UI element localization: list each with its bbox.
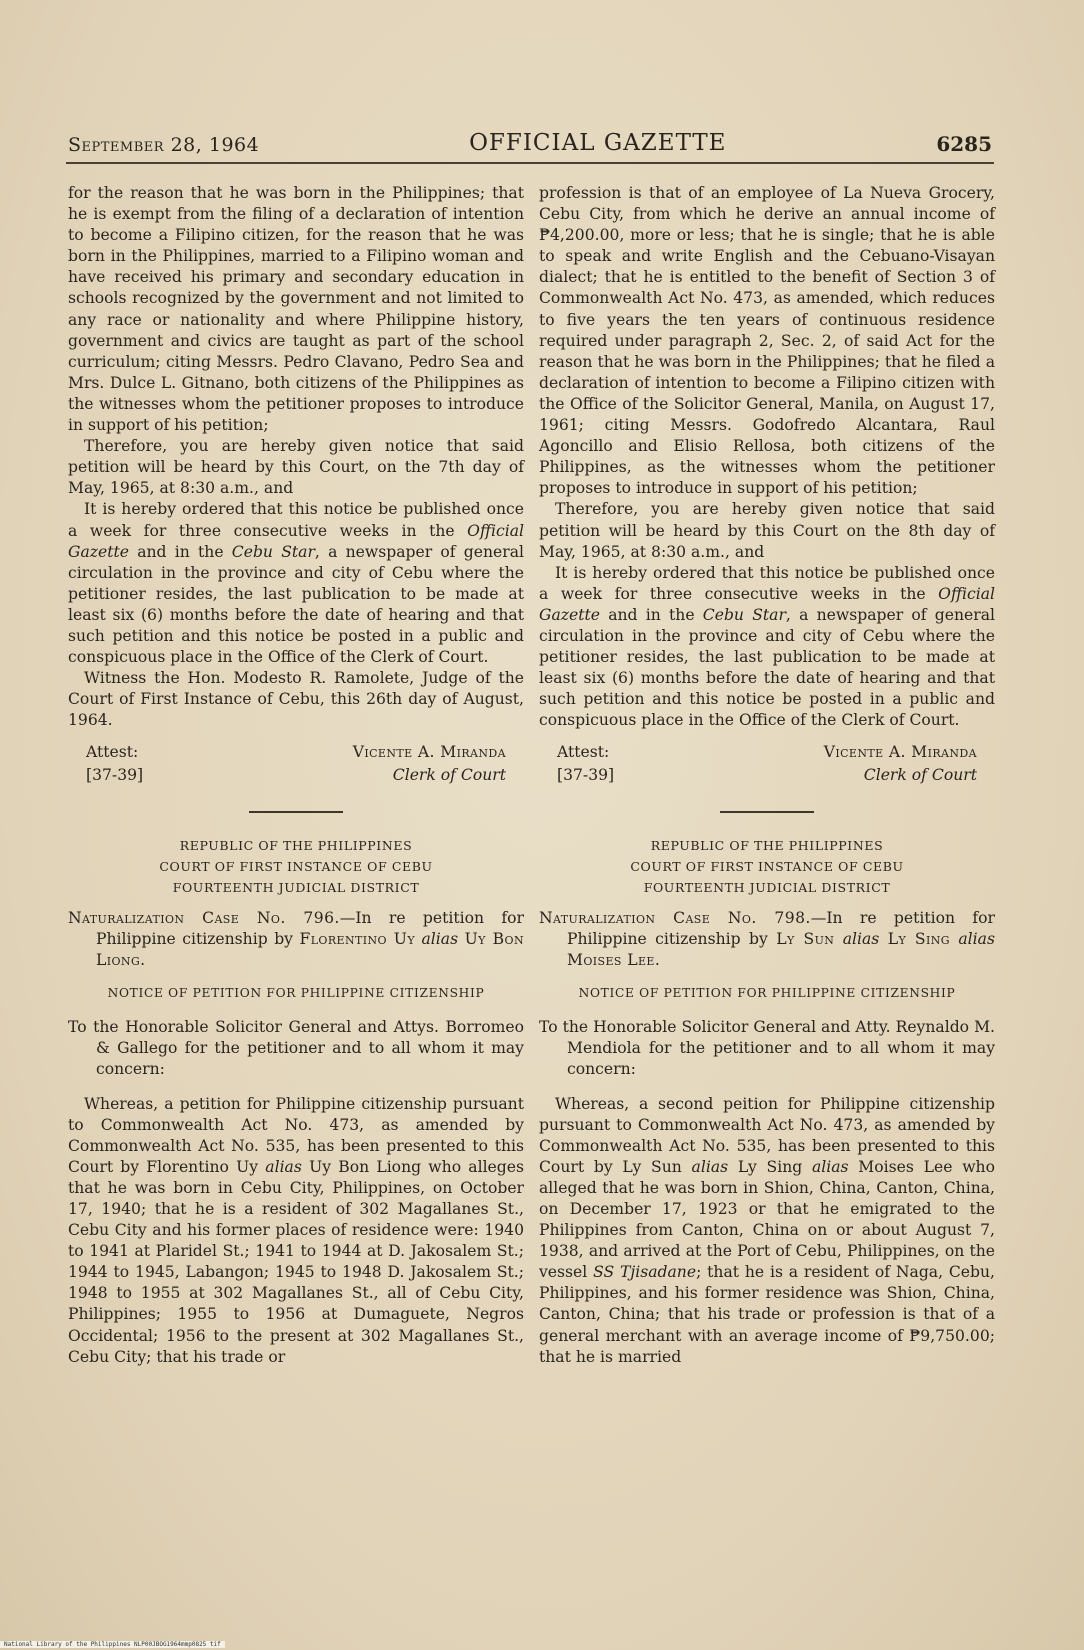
- left-paragraph-2: Therefore, you are hereby given notice that said petition will be heard by this Court, on the 7th day of May, 1965, at 8:30 a.m., and: [68, 437, 524, 498]
- left-paragraph-3: It is hereby ordered that this notice be published once a week for three consecutive weeks in the Official Gazette and in the Cebu Star, a newspaper of general circulation in the province and city of Cebu where the petitioner resides, the last publication to be made at least six (6) months before the date of hearing and that such petition and this notice be posted in a public and conspicuous place in the Office of the Clerk of Court.: [68, 500, 525, 667]
- left-section-divider: [249, 811, 343, 813]
- right-gazette-name: Official Gazette: [539, 584, 995, 624]
- left-addressee: To the Honorable Solicitor General and Attys. Borromeo & Gallego for the petitioner and to all whom it may concern:: [68, 1017, 524, 1078]
- right-court-heading: [539, 835, 995, 898]
- right-case-title: Naturalization Case No. 798.—In re petition for Philippine citizenship by Ly Sun alias Ly Sing alias Moises Lee.: [539, 909, 995, 970]
- right-vessel-name: SS Tjisadane: [593, 1263, 697, 1282]
- right-section-divider: [720, 811, 814, 813]
- header-page-number: 6285: [936, 132, 992, 156]
- header-title: OFFICIAL GAZETTE: [469, 130, 727, 156]
- right-column: [539, 183, 995, 1368]
- left-clerk-title: Clerk of Court: [392, 766, 506, 785]
- right-paragraph-2: Therefore, you are hereby given notice that said petition will be heard by this Court on the 8th day of May, 1965, at 8:30 a.m., and: [539, 500, 995, 561]
- header-date: September 28, 1964: [68, 134, 260, 156]
- right-clerk-name: Vicente A. Miranda: [823, 743, 977, 762]
- right-attest-label: Attest:: [557, 743, 610, 762]
- right-court-line-3: FOURTEENTH JUDICIAL DISTRICT: [643, 880, 891, 896]
- right-paragraph-5: Whereas, a second peition for Philippine citizenship pursuant to Commonwealth Act No. 473, as amended by Commonwealth Act No. 535, has been presented to this Court by Ly Sun alias Ly Sing alias Moises Lee who alleged that he was born in Shion, China, Canton, China, on December 17, 1923 or that he emigrated to the Philippines from Canton, China on or about August 7, 1938, and arrived at the Port of Cebu, Philippines, on the vessel SS Tjisadane; that he is a resident of Naga, Cebu, Philippines, and his former residence was Shion, China, Canton, China; that his trade or profession is that of a general merchant with an average income of ₱9,750.00; that he is married: [539, 1094, 996, 1366]
- left-paragraph-5: Whereas, a petition for Philippine citizenship pursuant to Commonwealth Act No. 473, as amended by Commonwealth Act No. 535, has been presented to this Court by Florentino Uy alias Uy Bon Liong who alleges that he was born in Cebu City, Philippines, on October 17, 1940; that he is a resident of 302 Magallanes St., Cebu City and his former places of residence were: 1940 to 1941 at Plaridel St.; 1941 to 1944 at D. Jakosalem St.; 1944 to 1945, Labangon; 1945 to 1948 D. Jakosalem St.; 1948 to 1955 at 302 Magallanes St., all of Cebu City, Philippines; 1955 to 1956 at Dumaguete, Negros Occidental; 1956 to the present at 302 Magallanes St., Cebu City; that his trade or: [68, 1094, 525, 1366]
- right-attest-ref: [37-39]: [557, 766, 615, 785]
- right-attest-block: [539, 741, 995, 787]
- right-paragraph-1: profession is that of an employee of La Nueva Grocery, Cebu City, from which he derive an annual income of ₱4,200.00, more or less; that he is single; that he is able to speak and write English and the Cebuano-Visayan dialect; that he is entitled to the benefit of Section 3 of Commonwealth Act No. 473, as amended, which reduces to five years the ten years of continuous residence required under paragraph 2, Sec. 2, of said Act for the reason that he was born in the Philippines; that he filed a declaration of intention to become a Filipino citizen with the Office of the Solicitor General, Manila, on August 17, 1961; citing Messrs. Godofredo Alcantara, Raul Agoncillo and Elisio Rellosa, both citizens of the Philippines, as the witnesses whom the petitioner proposes to introduce in support of his petition;: [539, 184, 995, 498]
- left-attest-label: Attest:: [86, 743, 139, 762]
- right-paragraph-3: It is hereby ordered that this notice be published once a week for three consecutive weeks in the Official Gazette and in the Cebu Star, a newspaper of general circulation in the province and city of Cebu where the petitioner resides, the last publication to be made at least six (6) months before the date of hearing and that such petition and this notice be posted in a public and conspicuous place in the Office of the Clerk of Court.: [539, 563, 996, 730]
- right-court-line-2: COURT OF FIRST INSTANCE OF CEBU: [630, 859, 904, 875]
- left-column: [68, 183, 524, 1368]
- left-court-line-2: COURT OF FIRST INSTANCE OF CEBU: [159, 859, 433, 875]
- left-paragraph-4: Witness the Hon. Modesto R. Ramolete, Judge of the Court of First Instance of Cebu, this 26th day of August, 1964.: [68, 669, 524, 730]
- left-court-heading: [68, 835, 524, 898]
- left-paragraph-1: for the reason that he was born in the Philippines; that he is exempt from the filing of a declaration of intention to become a Filipino citizen, for the reason that he was born in the Philippines, married to a Filipino woman and have received his primary and secondary education in schools recognized by the government and not limited to any race or nationality and where Philippine history, government and civics are taught as part of the school curriculum; citing Messrs. Pedro Clavano, Pedro Sea and Mrs. Dulce L. Gitnano, both citizens of the Philippines as the witnesses whom the petitioner proposes to introduce in support of his petition;: [68, 184, 524, 435]
- left-attest-block: [68, 741, 524, 787]
- right-court-line-1: REPUBLIC OF THE PHILIPPINES: [650, 838, 884, 854]
- right-clerk-title: Clerk of Court: [863, 766, 977, 785]
- left-court-line-3: FOURTEENTH JUDICIAL DISTRICT: [172, 880, 420, 896]
- left-gazette-name: Official Gazette: [68, 521, 524, 561]
- left-case-title: Naturalization Case No. 796.—In re petition for Philippine citizenship by Florentino Uy alias Uy Bon Liong.: [68, 909, 524, 970]
- right-newspaper-name: Cebu Star: [702, 605, 786, 624]
- header-rule: [66, 162, 994, 164]
- left-clerk-name: Vicente A. Miranda: [352, 743, 506, 762]
- page-header: [68, 122, 992, 156]
- scan-footer: National Library of the Philippines NLP00JBOG1964mmp0825 tif: [0, 1641, 225, 1648]
- left-notice-heading: NOTICE OF PETITION FOR PHILIPPINE CITIZENSHIP: [107, 986, 485, 1001]
- right-notice-heading: NOTICE OF PETITION FOR PHILIPPINE CITIZENSHIP: [578, 986, 956, 1001]
- left-court-line-1: REPUBLIC OF THE PHILIPPINES: [179, 838, 413, 854]
- left-attest-ref: [37-39]: [86, 766, 144, 785]
- left-newspaper-name: Cebu Star: [231, 542, 315, 561]
- right-addressee: To the Honorable Solicitor General and Atty. Reynaldo M. Mendiola for the petitioner and to all whom it may concern:: [539, 1017, 995, 1078]
